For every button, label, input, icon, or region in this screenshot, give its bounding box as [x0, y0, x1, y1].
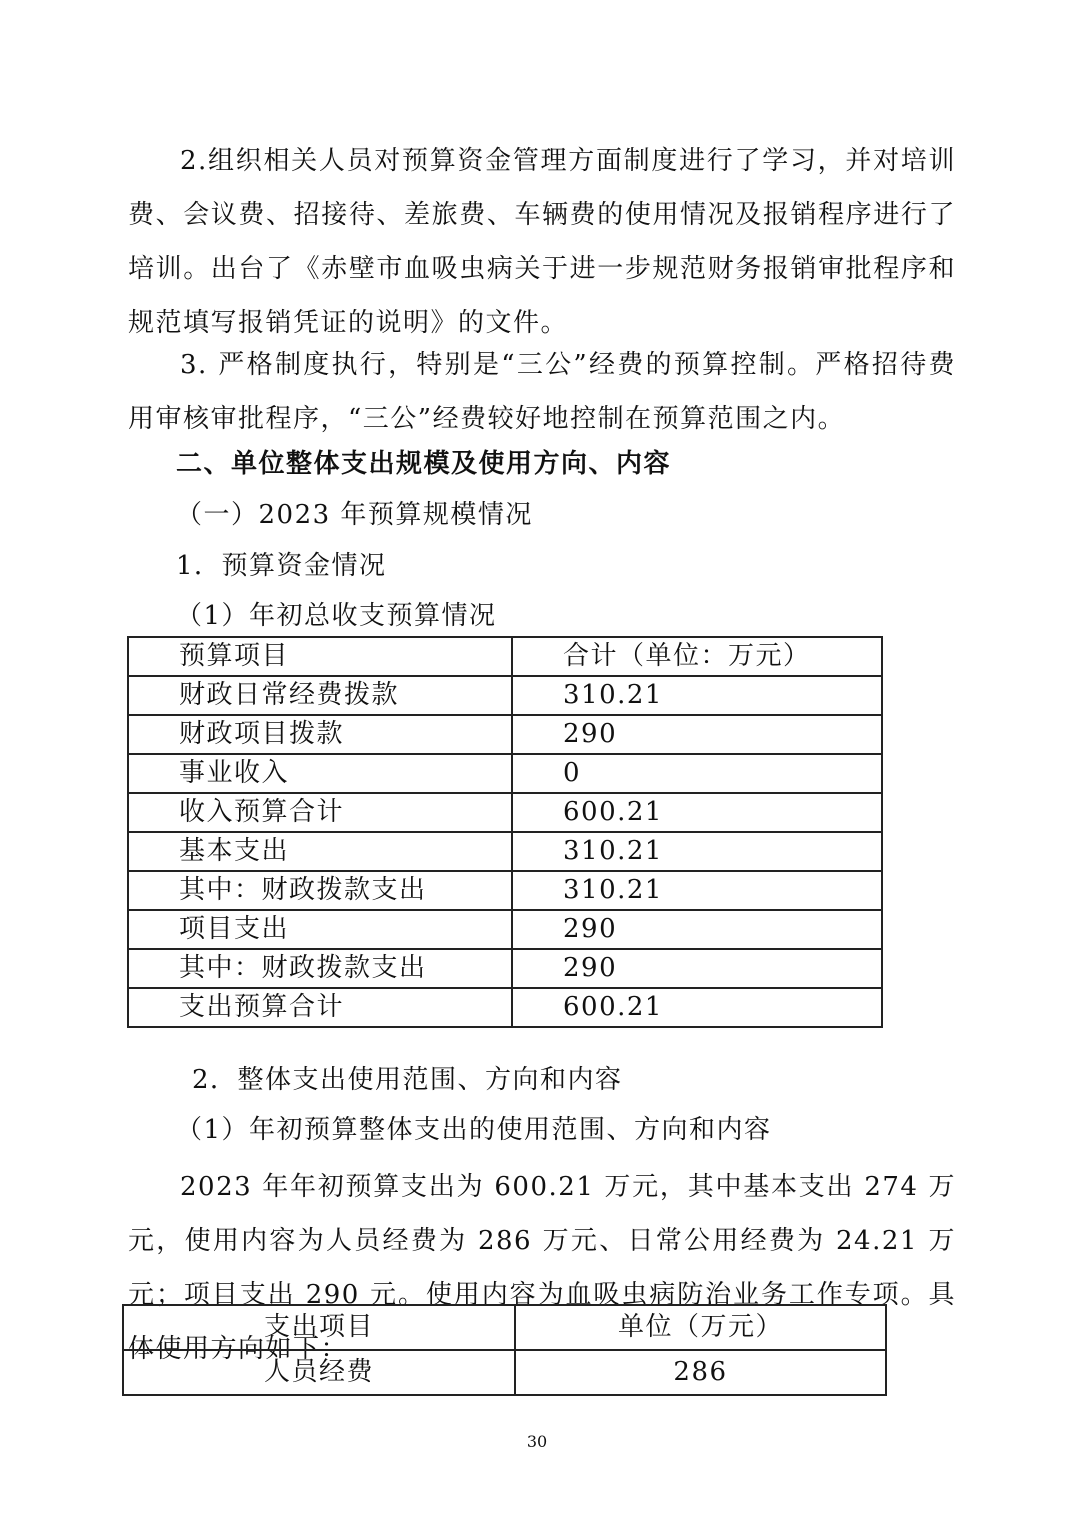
page-number: 30 [526, 1432, 548, 1451]
table-cell: 事业收入 [128, 754, 512, 793]
table-cell: 其中：财政拨款支出 [128, 871, 512, 910]
table-cell: 其中：财政拨款支出 [128, 949, 512, 988]
table-cell: 310.21 [512, 832, 882, 871]
table-header-cell: 单位（万元） [515, 1305, 886, 1350]
subitem-heading: （1）年初预算整体支出的使用范围、方向和内容 [176, 1115, 772, 1145]
table-row [128, 910, 882, 949]
table-cell: 0 [512, 754, 882, 793]
budget-table [127, 636, 883, 1028]
table-cell: 收入预算合计 [128, 793, 512, 832]
table-header-cell: 预算项目 [128, 637, 512, 676]
table-cell: 290 [512, 949, 882, 988]
table-cell: 600.21 [512, 988, 882, 1027]
paragraph-execution: 3. 严格制度执行，特别是“三公”经费的预算控制。严格招待费用审核审批程序，“三公”经费较好地控制在预算范围之内。 [128, 350, 956, 434]
table-row [123, 1350, 886, 1395]
table-row [128, 715, 882, 754]
table-cell: 310.21 [512, 871, 882, 910]
item-heading: 1．预算资金情况 [176, 551, 387, 581]
table-cell: 财政项目拨款 [128, 715, 512, 754]
table-row [128, 871, 882, 910]
table-row [128, 676, 882, 715]
item-heading-2: 2．整体支出使用范围、方向和内容 [192, 1065, 623, 1095]
table-cell: 600.21 [512, 793, 882, 832]
table-row [128, 832, 882, 871]
table-cell: 财政日常经费拨款 [128, 676, 512, 715]
table-header-cell: 支出项目 [123, 1305, 515, 1350]
table-cell: 基本支出 [128, 832, 512, 871]
paragraph-expenditure: 2023 年年初预算支出为 600.21 万元，其中基本支出 274 万元，使用内容为人员经费为 286 万元、日常公用经费为 24.21 万元；项目支出 290 元。使用内容为血吸虫病防治业务工作专项。具体使用方向如下： [128, 1172, 956, 1364]
table-row [128, 793, 882, 832]
table-row [128, 949, 882, 988]
table-cell: 人员经费 [123, 1350, 515, 1395]
table-header-row [128, 637, 882, 676]
table-cell: 290 [512, 715, 882, 754]
table-row [128, 988, 882, 1027]
table-row [128, 754, 882, 793]
table-cell: 290 [512, 910, 882, 949]
table-cell: 310.21 [512, 676, 882, 715]
table-caption: （1）年初总收支预算情况 [176, 601, 497, 631]
paragraph-training: 2.组织相关人员对预算资金管理方面制度进行了学习，并对培训费、会议费、招接待、差旅费、车辆费的使用情况及报销程序进行了培训。出台了《赤壁市血吸虫病关于进一步规范财务报销审批程序和规范填写报销凭证的说明》的文件。 [128, 146, 956, 338]
table-cell: 项目支出 [128, 910, 512, 949]
table-header-row [123, 1305, 886, 1350]
expense-table [122, 1304, 887, 1396]
section-heading: 二、单位整体支出规模及使用方向、内容 [176, 449, 672, 479]
table-cell: 286 [515, 1350, 886, 1395]
subsection-heading: （一）2023 年预算规模情况 [176, 500, 533, 530]
table-cell: 支出预算合计 [128, 988, 512, 1027]
table-header-cell: 合计（单位：万元） [512, 637, 882, 676]
